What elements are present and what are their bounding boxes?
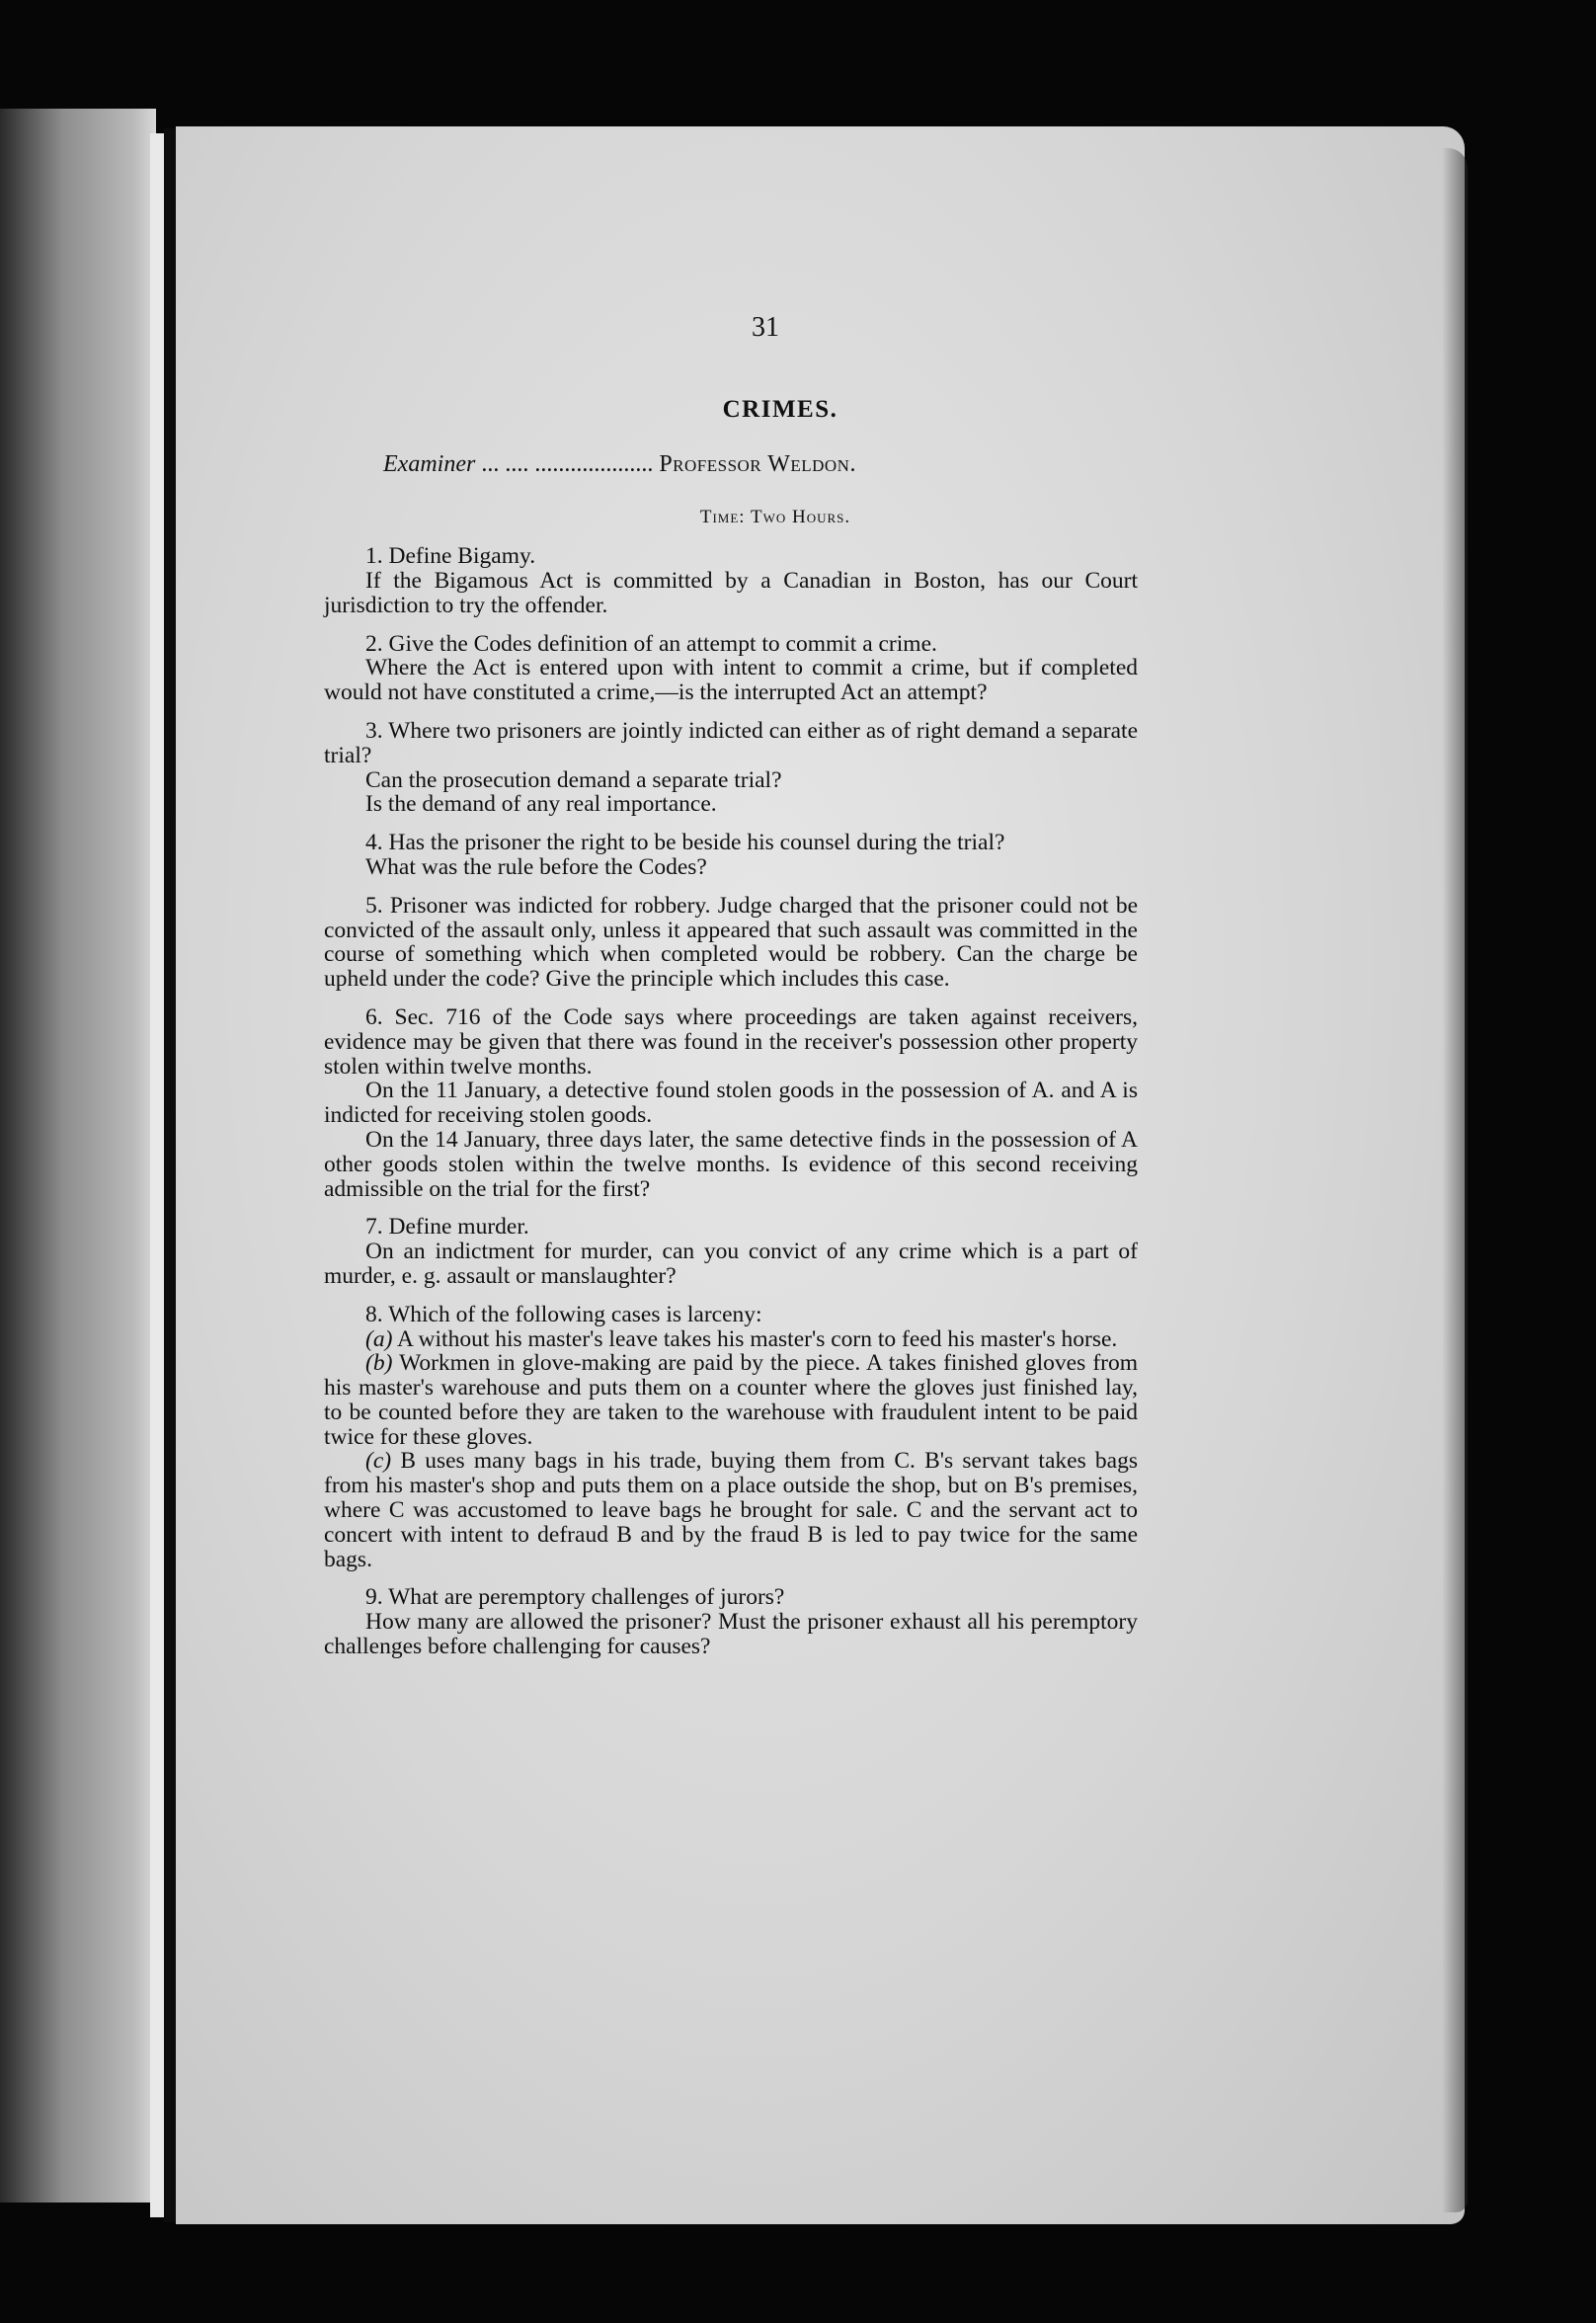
question-line: Can the prosecution demand a separate trial? xyxy=(365,766,782,793)
question-line: On an indictment for murder, can you convict of any crime which is a part of murder, e. g. assault or manslaughter? xyxy=(324,1239,1138,1289)
case-c xyxy=(324,1449,1138,1571)
time-allowed: Time: Two Hours. xyxy=(699,507,851,528)
question-7 xyxy=(324,1215,1138,1288)
question-line: 1. Define Bigamy. xyxy=(365,543,536,570)
page-number: 31 xyxy=(752,312,779,343)
case-text: B uses many bags in his trade, buying them from C. B's servant takes bags from his master's shop and puts them on a place outside the shop, but on B's premises, where C was accustomed to leave bags he brought for sale. C and the servant act to concert with intent to defraud B and by the fraud B is led to pay twice for the same bags. xyxy=(324,1448,1139,1572)
question-6 xyxy=(324,1005,1138,1201)
case-label: (a) xyxy=(365,1325,393,1352)
question-line: Is the demand of any real importance. xyxy=(365,791,717,818)
case-a xyxy=(324,1327,1138,1352)
question-line: What was the rule before the Codes? xyxy=(365,853,707,880)
question-line: On the 14 January, three days later, the same detective finds in the possession of A other goods stolen within the twelve months. Is evidence of this second receiving admissible on the trial for the first? xyxy=(324,1126,1138,1202)
question-line: Where the Act is entered upon with intent to commit a crime, but if completed would not have constituted a crime,—is the interrupted Act an attempt? xyxy=(324,655,1138,706)
question-line: On the 11 January, a detective found stolen goods in the possession of A. and A is indicted for receiving stolen goods. xyxy=(324,1078,1138,1129)
examiner-name: Professor Weldon. xyxy=(659,450,856,477)
spine-highlight xyxy=(150,133,164,2217)
facing-page-edge xyxy=(0,109,156,2203)
examiner-label: Examiner xyxy=(383,450,476,477)
page-content xyxy=(324,312,1139,1673)
page-title: CRIMES. xyxy=(722,395,838,423)
case-label: (c) xyxy=(365,1448,392,1475)
question-line: 5. Prisoner was indicted for robbery. Judge charged that the prisoner could not be convicted of the assault only, unless it appeared that such assault was committed in the course of something which when completed would be robbery. Can the charge be upheld under the code? Give the principle which includes this case. xyxy=(324,892,1138,993)
question-line: 4. Has the prisoner the right to be beside his counsel during the trial? xyxy=(365,830,1005,856)
question-line: 8. Which of the following cases is larceny: xyxy=(365,1301,762,1327)
case-label: (b) xyxy=(365,1350,393,1377)
examiner-dots: ... .... .................... xyxy=(481,450,654,477)
question-line: 7. Define murder. xyxy=(365,1214,529,1241)
case-text: A without his master's leave takes his master's corn to feed his master's horse. xyxy=(397,1325,1118,1352)
page-edge-shadow xyxy=(1442,148,1468,2212)
question-4 xyxy=(324,831,1138,880)
question-2 xyxy=(324,632,1138,705)
question-line: 2. Give the Codes definition of an attempt to commit a crime. xyxy=(365,630,937,657)
question-line: 3. Where two prisoners are jointly indicted can either as of right demand a separate trial? xyxy=(324,717,1138,768)
question-3 xyxy=(324,719,1138,817)
question-line: 9. What are peremptory challenges of jurors? xyxy=(365,1584,785,1611)
case-text: Workmen in glove-making are paid by the piece. A takes finished gloves from his master's warehouse and puts them on a counter where the gloves just finished lay, to be counted before they are taken to the warehouse with fraudulent intent to be paid twice for these gloves. xyxy=(324,1350,1138,1450)
spine-gutter xyxy=(164,128,176,2222)
case-b xyxy=(324,1351,1138,1449)
question-8 xyxy=(324,1303,1138,1572)
question-line: 6. Sec. 716 of the Code says where proceedings are taken against receivers, evidence may be given that there was found in the receiver's possession other property stolen within twelve months. xyxy=(324,1003,1138,1080)
question-1 xyxy=(324,544,1138,617)
question-line: If the Bigamous Act is committed by a Canadian in Boston, has our Court jurisdiction to try the offender. xyxy=(324,567,1138,618)
question-9 xyxy=(324,1585,1138,1658)
examiner-line xyxy=(383,452,1138,477)
question-line: How many are allowed the prisoner? Must the prisoner exhaust all his peremptory challenges before challenging for causes? xyxy=(324,1609,1138,1660)
question-5 xyxy=(324,894,1138,992)
